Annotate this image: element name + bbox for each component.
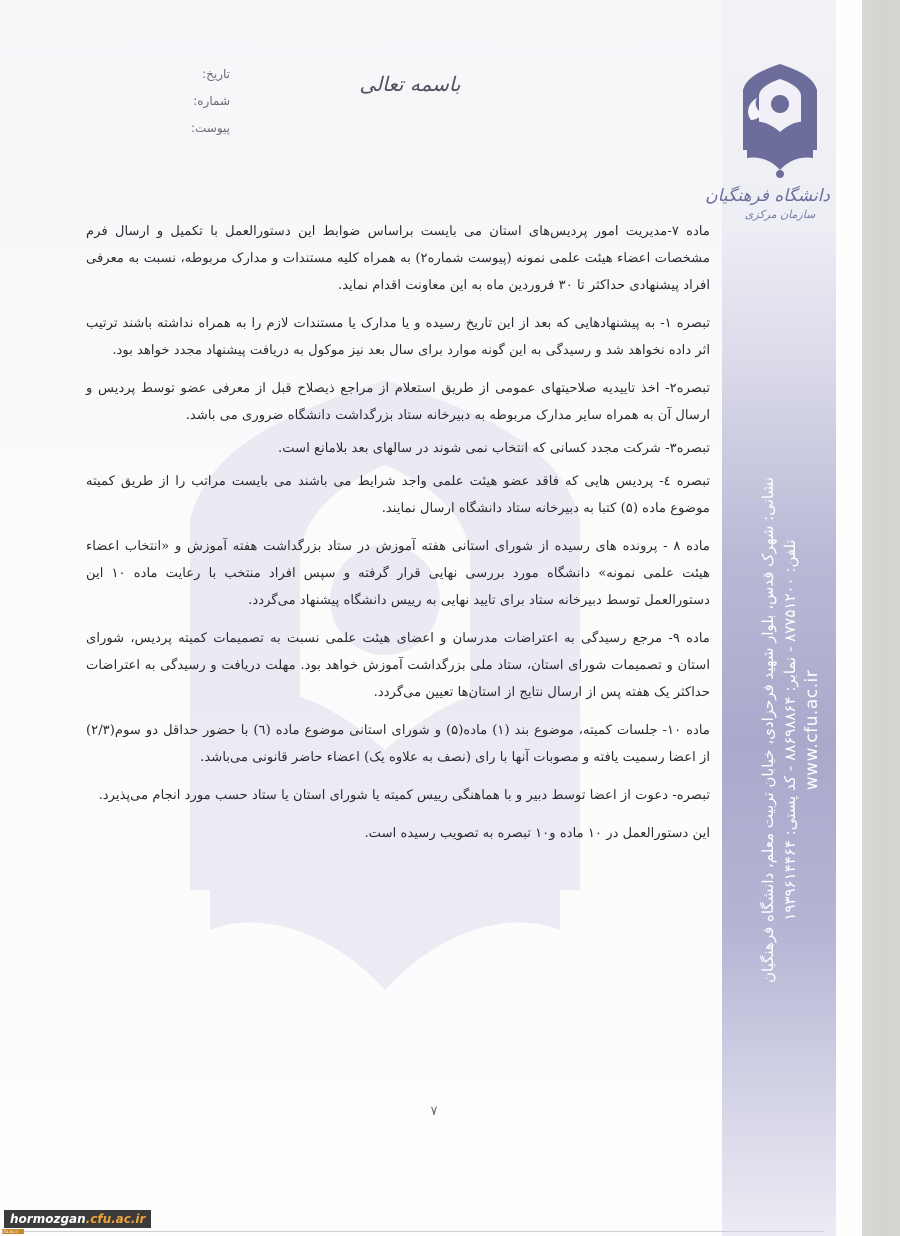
article-9: ماده ۹- مرجع رسیدگی به اعتراضات مدرسان و اعضای هیئت علمی نسبت به تصمیمات کمیته پردیس، شورای استان و تصمیمات شورای استان، ستاد ملی بزرگداشت آموزش خواهد بود. مهلت دریافت و رسیدگی به اعتراضات حداکثر یک هفته پس از ارسال نتایج از استان‌ها تعیین می‌گردد. [86, 631, 710, 700]
note-2: تبصره۲- اخذ تاییدیه صلاحیتهای عمومی از طریق استعلام از مراجع ذیصلاح قبل از معرفی عضو توسط پردیس و ارسال آن به همراه سایر مدارک مربوطه به دبیرخانه ستاد بزرگداشت دانشگاه ضروری می باشد. [86, 381, 710, 423]
bismillah-heading: باسمه تعالی [359, 72, 461, 96]
farhangian-logo-icon [737, 62, 823, 180]
footer-divider [24, 1231, 824, 1232]
organization-unit: سازمان مرکزی [744, 208, 816, 221]
article-10: ماده ۱۰- جلسات کمیته، موضوع بند (۱) ماده(۵) و شورای استانی موضوع ماده (٦) با حضور حداقل دو سوم(۲/۳) از اعضا رسمیت یافته و مصوبات آنها با رای (نصف به علاوه یک) اعضاء حاضر قانونی می‌باشد. [86, 723, 710, 765]
university-logo [705, 62, 830, 242]
address-line: نشانی: شهرک قدس، بلوار شهید فرحزادی، خیابان تربیت معلم، دانشگاه فرهنگیان [759, 477, 777, 983]
page-number: ۷ [430, 1104, 438, 1119]
site-badge[interactable] [4, 1210, 151, 1228]
attachment-label: پیوست: [190, 121, 230, 135]
website-link[interactable]: www.cfu.ac.ir [802, 669, 822, 791]
note-3: تبصره۳- شرکت مجدد کسانی که انتخاب نمی شوند در سالهای بعد بلامانع است. [278, 441, 710, 456]
article-7: ماده ۷-مدیریت امور پردیس‌های استان می بایست براساس ضوابط این دستورالعمل با تکمیل و ارسال فرم مشخصات اعضاء هیئت علمی نمونه (پیوست شماره۲) به همراه کلیه مستندات و مدارک مربوطه، نسبت به معرفی افراد پیشنهادی حداکثر تا ۳۰ فروردین ماه به این معاونت اقدام نماید. [86, 224, 711, 293]
number-label: شماره: [193, 94, 230, 108]
closing-statement: این دستورالعمل در ۱۰ ماده و۱۰ تبصره به تصویب رسیده است. [364, 826, 710, 841]
note-invitation: تبصره- دعوت از اعضا توسط دبیر و با هماهنگی رییس کمیته یا شورای استان یا ستاد حسب مورد انجام می‌پذیرد. [98, 788, 710, 803]
article-8: ماده ۸ - پرونده های رسیده از شورای استانی هفته آموزش در ستاد بزرگداشت هفته آموزش و «انتخاب اعضاء هیئت علمی نمونه» دانشگاه مورد بررسی نهایی قرار گرفته و سپس افراد منتخب با رعایت ماده ۱۰ این دستورالعمل توسط دبیرخانه ستاد برای تایید نهایی به رییس دانشگاه پیشنهاد می‌گردد. [86, 539, 710, 608]
letterhead-address [735, 470, 845, 990]
date-label: تاریخ: [202, 67, 230, 81]
site-badge-domain: .cfu.ac.ir [85, 1212, 146, 1226]
scan-edge [862, 0, 900, 1236]
university-name: دانشگاه فرهنگیان [705, 186, 830, 206]
contact-line: تلفن: ۸۷۷۵۱۲۰۰ - نمابر: ۸۸۶۹۸۸۶۴ - کد پستی: ۱۹۳۹۶۱۴۴۶۴ [781, 539, 799, 921]
site-mini-badge: cfu.ac.ir [2, 1229, 24, 1234]
site-badge-host: hormozgan [10, 1212, 86, 1226]
note-4: تبصره ٤- پردیس هایی که فاقد عضو هیئت علمی واجد شرایط می باشند می بایست مراتب را از طریق کمیته موضوع ماده (۵) کتبا به دبیرخانه ستاد دانشگاه ارسال نمایند. [86, 474, 711, 516]
document-body [86, 218, 710, 858]
note-1: تبصره ۱- به پیشنهادهایی که بعد از این تاریخ رسیده و یا مدارک یا مستندات لازم را به همراه نداشته باشند ترتیب اثر داده نخواهد شد و رسیدگی به این گونه موارد برای سال بعد نیز موکول به دریافت پیشنهاد مجدد خواهد بود. [86, 316, 710, 358]
letter-meta [150, 66, 230, 147]
